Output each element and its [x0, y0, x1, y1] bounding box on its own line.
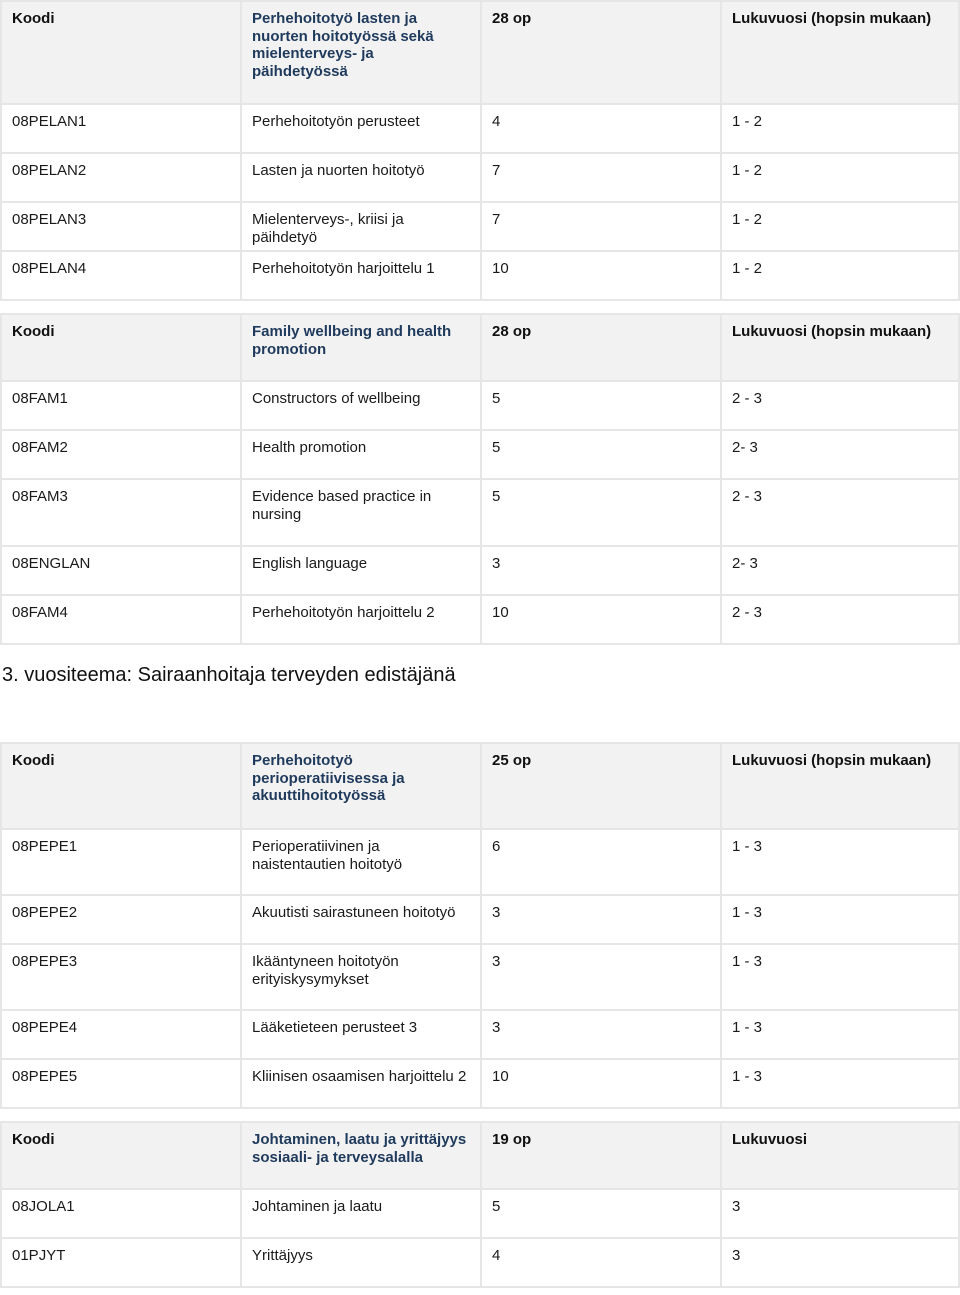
course-credits: 5 — [480, 478, 720, 545]
course-credits: 10 — [480, 594, 720, 645]
table-row — [0, 894, 960, 943]
table-header-row — [0, 313, 960, 380]
course-table-2 — [0, 313, 960, 645]
header-title: Family wellbeing and health promotion — [240, 313, 480, 380]
header-title: Perhehoitotyö lasten ja nuorten hoitotyössä sekä mielenterveys- ja päihdetyössä — [240, 0, 480, 103]
course-year: 3 — [720, 1237, 960, 1288]
course-code: 08PELAN3 — [0, 201, 240, 250]
course-credits: 4 — [480, 103, 720, 152]
course-code: 08PELAN2 — [0, 152, 240, 201]
header-code: Koodi — [0, 313, 240, 380]
course-name: Ikääntyneen hoitotyön erityiskysymykset — [240, 943, 480, 1009]
course-year: 2 - 3 — [720, 594, 960, 645]
course-code: 08PEPE1 — [0, 828, 240, 894]
header-title: Johtaminen, laatu ja yrittäjyys sosiaali- ja terveysalalla — [240, 1121, 480, 1188]
course-name: Constructors of wellbeing — [240, 380, 480, 429]
course-credits: 6 — [480, 828, 720, 894]
course-year: 1 - 3 — [720, 1058, 960, 1109]
course-name: Mielenterveys-, kriisi ja päihdetyö — [240, 201, 480, 250]
header-title: Perhehoitotyö perioperatiivisessa ja akuuttihoitotyössä — [240, 742, 480, 828]
course-credits: 5 — [480, 1188, 720, 1237]
table-row — [0, 545, 960, 594]
table-row — [0, 201, 960, 250]
course-year: 1 - 3 — [720, 1009, 960, 1058]
header-credits: 25 op — [480, 742, 720, 828]
course-name: Lääketieteen perusteet 3 — [240, 1009, 480, 1058]
course-name: Yrittäjyys — [240, 1237, 480, 1288]
course-code: 08FAM1 — [0, 380, 240, 429]
table-row — [0, 152, 960, 201]
course-name: Johtaminen ja laatu — [240, 1188, 480, 1237]
course-table-3 — [0, 742, 960, 1109]
course-code: 08PEPE4 — [0, 1009, 240, 1058]
course-code: 08FAM3 — [0, 478, 240, 545]
table-row — [0, 1237, 960, 1288]
course-year: 2 - 3 — [720, 478, 960, 545]
header-credits: 19 op — [480, 1121, 720, 1188]
course-name: Evidence based practice in nursing — [240, 478, 480, 545]
course-credits: 3 — [480, 943, 720, 1009]
table-row — [0, 1009, 960, 1058]
course-code: 08PELAN4 — [0, 250, 240, 301]
table-header-row — [0, 742, 960, 828]
course-credits: 3 — [480, 1009, 720, 1058]
course-name: Akuutisti sairastuneen hoitotyö — [240, 894, 480, 943]
course-year: 2- 3 — [720, 545, 960, 594]
header-credits: 28 op — [480, 0, 720, 103]
header-year: Lukuvuosi (hopsin mukaan) — [720, 313, 960, 380]
course-code: 08JOLA1 — [0, 1188, 240, 1237]
course-year: 1 - 2 — [720, 152, 960, 201]
course-year: 3 — [720, 1188, 960, 1237]
table-header-row — [0, 0, 960, 103]
course-credits: 7 — [480, 152, 720, 201]
table-row — [0, 828, 960, 894]
course-name: Kliinisen osaamisen harjoittelu 2 — [240, 1058, 480, 1109]
course-credits: 5 — [480, 429, 720, 478]
table-row — [0, 478, 960, 545]
table-row — [0, 943, 960, 1009]
course-table-1 — [0, 0, 960, 301]
header-code: Koodi — [0, 0, 240, 103]
course-code: 08PEPE2 — [0, 894, 240, 943]
course-year: 1 - 2 — [720, 250, 960, 301]
course-code: 01PJYT — [0, 1237, 240, 1288]
course-year: 1 - 3 — [720, 894, 960, 943]
course-year: 1 - 3 — [720, 828, 960, 894]
table-row — [0, 250, 960, 301]
table-row — [0, 1058, 960, 1109]
table-row — [0, 103, 960, 152]
course-credits: 4 — [480, 1237, 720, 1288]
course-name: Perioperatiivinen ja naistentautien hoitotyö — [240, 828, 480, 894]
course-table-4 — [0, 1121, 960, 1288]
course-credits: 3 — [480, 894, 720, 943]
course-code: 08ENGLAN — [0, 545, 240, 594]
header-code: Koodi — [0, 1121, 240, 1188]
course-code: 08FAM2 — [0, 429, 240, 478]
course-name: Lasten ja nuorten hoitotyö — [240, 152, 480, 201]
header-year: Lukuvuosi (hopsin mukaan) — [720, 742, 960, 828]
course-year: 2 - 3 — [720, 380, 960, 429]
table-row — [0, 1188, 960, 1237]
header-credits: 28 op — [480, 313, 720, 380]
course-year: 1 - 3 — [720, 943, 960, 1009]
header-year: Lukuvuosi (hopsin mukaan) — [720, 0, 960, 103]
course-name: Perhehoitotyön perusteet — [240, 103, 480, 152]
course-name: English language — [240, 545, 480, 594]
course-code: 08FAM4 — [0, 594, 240, 645]
course-year: 2- 3 — [720, 429, 960, 478]
course-name: Health promotion — [240, 429, 480, 478]
course-credits: 10 — [480, 1058, 720, 1109]
course-year: 1 - 2 — [720, 103, 960, 152]
course-code: 08PEPE5 — [0, 1058, 240, 1109]
course-name: Perhehoitotyön harjoittelu 1 — [240, 250, 480, 301]
course-code: 08PELAN1 — [0, 103, 240, 152]
course-credits: 5 — [480, 380, 720, 429]
course-credits: 3 — [480, 545, 720, 594]
table-row — [0, 380, 960, 429]
table-row — [0, 429, 960, 478]
header-code: Koodi — [0, 742, 240, 828]
section-title: 3. vuositeema: Sairaanhoitaja terveyden edistäjänä — [2, 664, 456, 686]
header-year: Lukuvuosi — [720, 1121, 960, 1188]
course-year: 1 - 2 — [720, 201, 960, 250]
table-header-row — [0, 1121, 960, 1188]
course-code: 08PEPE3 — [0, 943, 240, 1009]
course-credits: 7 — [480, 201, 720, 250]
course-credits: 10 — [480, 250, 720, 301]
course-name: Perhehoitotyön harjoittelu 2 — [240, 594, 480, 645]
table-row — [0, 594, 960, 645]
